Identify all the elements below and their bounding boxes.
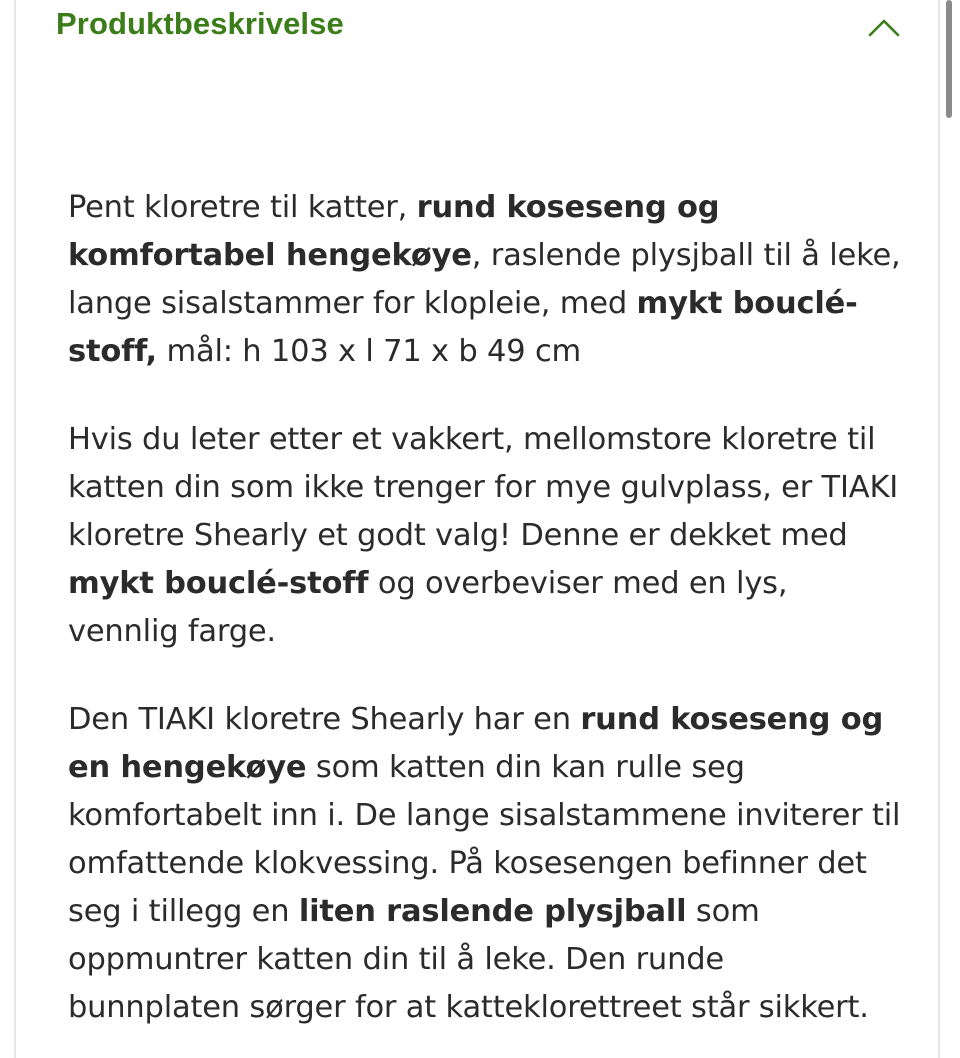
bold-text-segment: mykt bouclé-stoff, (68, 286, 858, 369)
product-description-text (68, 184, 903, 1058)
description-paragraph (68, 416, 903, 656)
product-description-panel (14, 0, 940, 1058)
bold-text-segment: rund koseseng og en hengekøye (68, 702, 884, 785)
chevron-up-icon[interactable] (868, 18, 900, 38)
text-segment: som oppmuntrer katten din til å leke. Den runde bunnplaten sørger for at katteklorettreet står sikkert. (68, 894, 869, 1025)
scrollbar-thumb[interactable] (946, 0, 952, 118)
text-segment: , raslende plysjball til å leke, lange sisalstammer for klopleie, med (68, 238, 901, 321)
text-segment: som katten din kan rulle seg komfortabelt inn i. De lange sisalstammene inviterer til omfattende klokvessing. På kosesengen befinner det seg i tillegg en (68, 750, 901, 929)
text-segment: Den TIAKI kloretre Shearly har en (68, 702, 581, 737)
accordion-title[interactable]: Produktbeskrivelse (56, 6, 344, 41)
description-paragraph (68, 184, 903, 376)
bold-text-segment: mykt bouclé-stoff (68, 566, 369, 601)
bold-text-segment: rund koseseng og komfortabel hengekøye (68, 190, 720, 273)
accordion-header[interactable] (16, 0, 938, 60)
text-segment: og overbeviser med en lys, vennlig farge. (68, 566, 788, 649)
text-segment: Hvis du leter etter et vakkert, mellomstore kloretre til katten din som ikke trenger for mye gulvplass, er TIAKI kloretre Shearly et godt valg! Denne er dekket med (68, 422, 899, 553)
text-segment: Pent kloretre til katter, (68, 190, 417, 225)
description-paragraph (68, 696, 903, 1032)
page-scrollbar[interactable] (944, 0, 954, 1058)
text-segment: mål: h 103 x l 71 x b 49 cm (156, 334, 582, 369)
bold-text-segment: liten raslende plysjball (298, 894, 687, 929)
